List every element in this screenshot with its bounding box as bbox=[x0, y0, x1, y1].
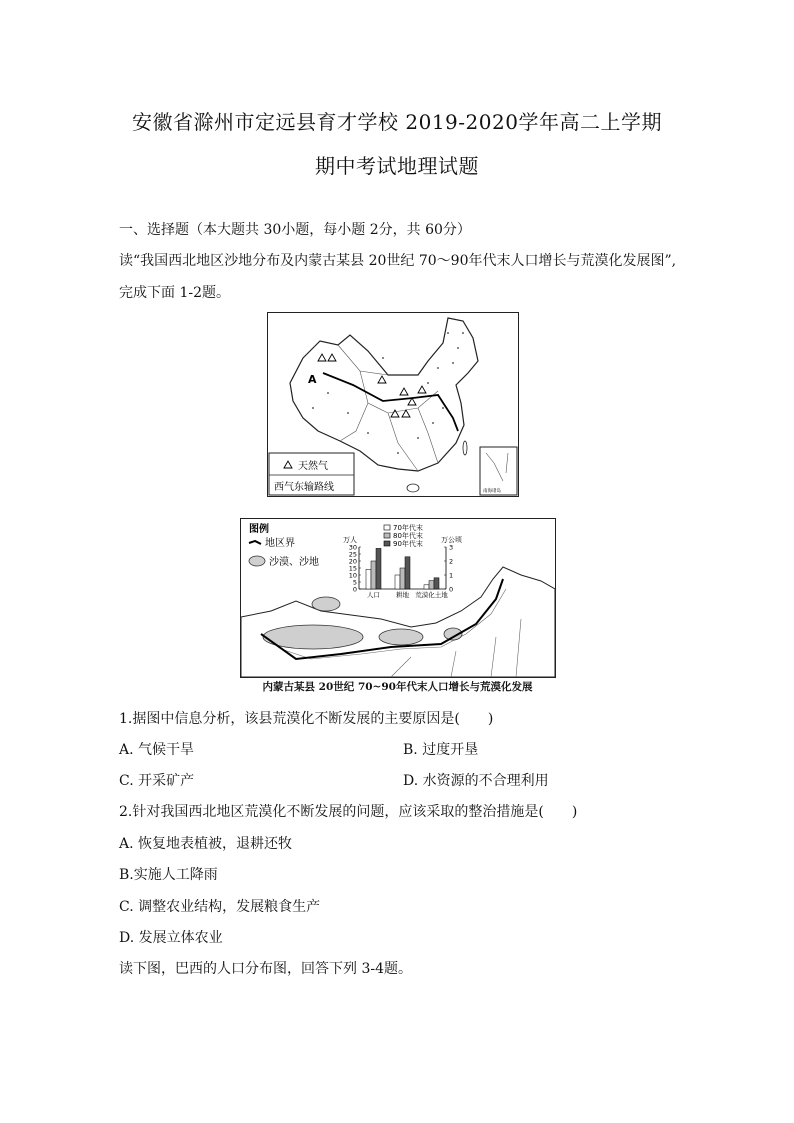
series-70s-label: 70年代末 bbox=[393, 524, 423, 532]
right-tick-label: 2 bbox=[449, 557, 454, 566]
left-tick-label: 30 bbox=[348, 543, 357, 552]
document-title-line2: 期中考试地理试题 bbox=[315, 154, 479, 178]
figure-china-gas-map bbox=[267, 312, 519, 497]
series-70s-swatch bbox=[384, 525, 390, 530]
nw-map-drawing bbox=[241, 519, 555, 677]
map-label-a: A bbox=[308, 373, 317, 386]
category-label: 耕地 bbox=[396, 591, 409, 599]
intro-text-line2: 完成下面 1-2题。 bbox=[119, 285, 230, 301]
boundary-legend-icon bbox=[249, 541, 261, 544]
question2-option-d[interactable]: D. 发展立体农业 bbox=[119, 930, 223, 946]
question2-option-c[interactable]: C. 调整农业结构，发展粮食生产 bbox=[119, 899, 321, 915]
question1-stem: 1.据图中信息分析，该县荒漠化不断发展的主要原因是( ) bbox=[119, 711, 494, 727]
question2-stem: 2.针对我国西北地区荒漠化不断发展的问题，应该采取的整治措施是( ) bbox=[119, 804, 578, 820]
document-title-line1: 安徽省滁州市定远县育才学校 2019-2020学年高二上学期 bbox=[132, 110, 662, 134]
question1-option-d[interactable]: D. 水资源的不合理利用 bbox=[403, 773, 549, 789]
series-90s-label: 90年代末 bbox=[393, 540, 423, 548]
left-tick-label: 5 bbox=[352, 578, 357, 587]
legend-title: 图例 bbox=[249, 524, 269, 535]
china-map-drawing bbox=[268, 313, 518, 496]
legend-boundary-label: 地区界 bbox=[265, 538, 295, 549]
chart-bar bbox=[395, 575, 400, 589]
right-tick-label: 1 bbox=[449, 571, 454, 580]
china-outline bbox=[290, 318, 478, 471]
chart-bar bbox=[434, 578, 439, 589]
south-china-sea-inset bbox=[480, 447, 517, 495]
junggar-desert bbox=[312, 597, 340, 611]
chart-right-unit: 万公顷 bbox=[441, 536, 462, 544]
chart-bar bbox=[366, 569, 371, 589]
question1-option-c[interactable]: C. 开采矿产 bbox=[119, 773, 195, 789]
chart-bar bbox=[376, 548, 381, 589]
legend-gas-label: 天然气 bbox=[298, 461, 328, 472]
legend-desert-label: 沙漠、沙地 bbox=[269, 557, 319, 568]
chart-bar bbox=[429, 581, 434, 589]
series-80s-label: 80年代末 bbox=[393, 532, 423, 540]
chart-left-unit: 万人 bbox=[343, 536, 357, 544]
question1-option-b[interactable]: B. 过度开垦 bbox=[403, 742, 479, 758]
question2-option-b[interactable]: B.实施人工降雨 bbox=[119, 867, 218, 883]
chart-bar bbox=[400, 568, 405, 589]
legend-pipeline-label: 西气东输路线 bbox=[274, 482, 334, 493]
figure-nw-desert-map bbox=[240, 518, 556, 678]
category-label: 人口 bbox=[367, 591, 380, 599]
chart-bar bbox=[405, 557, 410, 589]
intro-text-line1: 读“我国西北地区沙地分布及内蒙古某县 20世纪 70～90年代末人口增长与荒漠化发展图”, bbox=[119, 253, 677, 269]
left-tick-label: 20 bbox=[348, 557, 357, 566]
figure2-caption: 内蒙古某县 20世纪 70~90年代末人口增长与荒漠化发展 bbox=[262, 681, 533, 693]
gas-field-markers bbox=[318, 354, 426, 417]
next-questions-intro: 读下图，巴西的人口分布图，回答下列 3-4题。 bbox=[119, 961, 412, 977]
question1-option-a[interactable]: A. 气候干旱 bbox=[119, 742, 195, 758]
section-heading: 一、选择题（本大题共 30小题，每小题 2分，共 60分） bbox=[119, 222, 471, 238]
series-90s-swatch bbox=[384, 541, 390, 546]
left-tick-label: 25 bbox=[348, 550, 357, 559]
question2-option-a[interactable]: A. 恢复地表植被，退耕还牧 bbox=[119, 836, 293, 852]
left-tick-label: 15 bbox=[348, 564, 357, 573]
left-tick-label: 0 bbox=[352, 585, 357, 594]
inset-label: 南海诸岛 bbox=[483, 489, 501, 494]
right-tick-label: 0 bbox=[449, 585, 454, 594]
category-label: 荒漠化土地 bbox=[415, 591, 448, 599]
series-80s-swatch bbox=[384, 533, 390, 538]
left-tick-label: 10 bbox=[348, 571, 357, 580]
population-desertification-chart bbox=[343, 523, 462, 599]
chart-bar bbox=[371, 561, 376, 589]
desert-legend-icon bbox=[249, 556, 265, 566]
chart-bar bbox=[424, 585, 429, 589]
pipeline-route bbox=[323, 373, 458, 431]
badain-jaran-desert bbox=[379, 629, 423, 645]
right-tick-label: 3 bbox=[449, 543, 454, 552]
